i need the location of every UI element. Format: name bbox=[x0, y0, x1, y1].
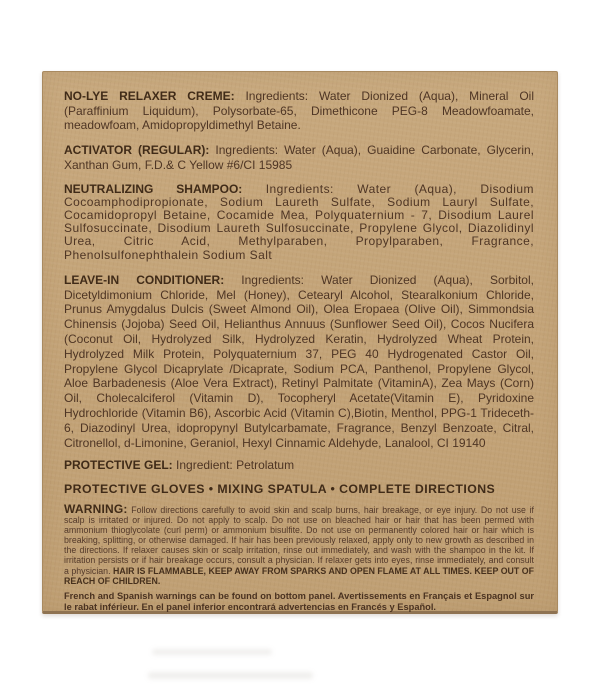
section-leave-in-conditioner-label: LEAVE-IN CONDITIONER: bbox=[64, 272, 225, 287]
section-neutralizing-shampoo-label: NEUTRALIZING SHAMPOO: bbox=[64, 181, 243, 196]
section-leave-in-conditioner bbox=[64, 273, 534, 451]
section-activator-regular-text: Ingredients: Water (Aqua), Guaidine Carbonate, Glycerin, Xanthan Gum, F.D.& C Yellow #6/CI 15985 bbox=[64, 143, 534, 172]
faint-print-ghost-1 bbox=[152, 649, 272, 655]
warning-text: Follow directions carefully to avoid skin and scalp burns, hair breakage, or eye injury. Do not use if scalp is irritated or injured. Do not apply to scalp. Do not use on bleached hair or hair that has been permed with ammonium thioglycolate (curl perm) or ammonium bisulfite. Do not use on permanently colored hair or hair which is breaking, splitting, or otherwise damaged. If hair has been previously relaxed, apply only to new growth as described in the directions. If relaxer causes skin or scalp irritation, rinse out immediately, and wash with the shampoo in the kit. If irritation persists or if hair breakage occurs, consult a physician. If relaxer gets into eyes, rinse immediately, and consult a physician. bbox=[64, 505, 534, 576]
warning-paragraph bbox=[64, 504, 534, 586]
section-no-lye-relaxer-creme-text: Ingredients: Water Dionized (Aqua), Mineral Oil (Paraffinium Liquidum), Polysorbate-65, Dimethicone PEG-8 Meadowfoamate, meadowfoam, Amidopropyldimethyl Betaine. bbox=[64, 89, 534, 133]
language-note: French and Spanish warnings can be found on bottom panel. Avertissements en Français et Espagnol sur le rabat inférieur. En el panel inferior encontrará advertencias en Francés y Español. bbox=[64, 590, 534, 613]
warning-emphasis: HAIR IS FLAMMABLE, KEEP AWAY FROM SPARKS AND OPEN FLAME AT ALL TIMES. KEEP OUT OF REACH OF CHILDREN. bbox=[64, 565, 534, 586]
section-neutralizing-shampoo bbox=[64, 183, 534, 262]
section-no-lye-relaxer-creme bbox=[64, 89, 534, 133]
section-protective-gel-label: PROTECTIVE GEL: bbox=[64, 458, 173, 473]
section-protective-gel-text: Ingredient: Petrolatum bbox=[176, 458, 295, 473]
section-activator-regular-label: ACTIVATOR (REGULAR): bbox=[64, 143, 210, 158]
section-activator-regular bbox=[64, 143, 534, 172]
product-back-panel bbox=[42, 71, 558, 614]
kit-contents-line: PROTECTIVE GLOVES • MIXING SPATULA • COMPLETE DIRECTIONS bbox=[64, 482, 496, 496]
section-protective-gel bbox=[64, 458, 534, 473]
section-leave-in-conditioner-text: Ingredients: Water Dionized (Aqua), Sorbitol, Dicetyldimonium Chloride, Mel (Honey), Cetearyl Alcohol, Stearalkonium Chloride, Prunus Amygdalus Dulcis (Sweet Almond Oil), Olea Eropaea (Olive Oil), Simmondsia Chinensis (Jojoba) Seed Oil, Helianthus Annuus (Sunflower Seed Oil), Cocos Nucifera (Coconut Oil, Hydrolyzed Silk, Hydrolyzed Keratin, Hydrolyzed Wheat Protein, Hydrolyzed Milk Protein, Polyquaternium 37, PEG 40 Hydrogenated Castor Oil, Propylene Glycol Dicaprylate /Dicaprate, Sodium PCA, Panthenol, Propylene Glycol, Aloe Barbadenesis (Aloe Vera Extract), Retinyl Palmitate (VitaminA), Zea Mays (Corn) Oil, Cholecalciferol (Vitamin D), Tocopheryl Acetate(Vitamin E), Pyridoxine Hydrochloride (Vitamin B6), Ascorbic Acid (Vitamin C),Biotin, Menthol, PPG-1 Trideceth-6, Diazodinyl Urea, idopropynyl Butylcarbamate, Fragrance, Benzyl Benzoate, Citral, Citronellol, d-Limonine, Geraniol, Hexyl Cinnamic Aldehyde, Lanalool, CI 19140 bbox=[64, 272, 534, 450]
section-no-lye-relaxer-creme-label: NO-LYE RELAXER CREME: bbox=[64, 89, 235, 103]
warning-label: WARNING: bbox=[64, 502, 128, 516]
faint-print-ghost-2 bbox=[148, 672, 313, 679]
section-neutralizing-shampoo-text: Ingredients: Water (Aqua), Disodium Cocoamphodipropionate, Sodium Laureth Sulfate, Sodium Lauryl Sulfate, Cocamidopropyl Betaine, Cocamide Mea, Polyquaternium - 7, Disodium Laurel Sulfosuccinate, Disodium Laureth Sulfosuccinate, Propylene Glycol, Diazolidinyl Urea, Citric Acid, Methylparaben, Propylparaben, Fragrance, Phenolsulfonephthalein Sodium Salt bbox=[64, 181, 534, 262]
